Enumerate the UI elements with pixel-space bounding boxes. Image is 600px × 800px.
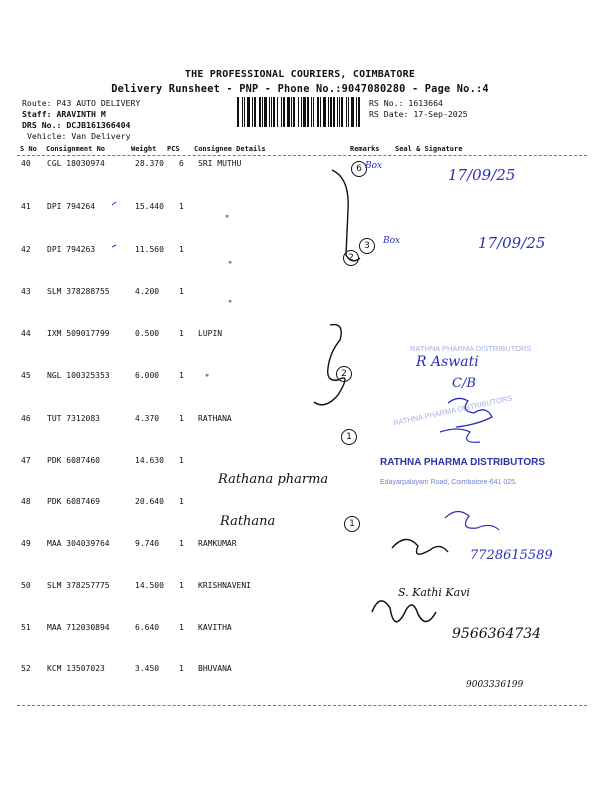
barcode-bar: [348, 97, 349, 127]
row-pcs: 1: [179, 287, 184, 296]
row-weight: 6.000: [135, 371, 160, 380]
circled-number-2: 2: [343, 250, 359, 266]
circled-number-1-b: 1: [344, 516, 360, 532]
staff-label: Staff: ARAVINTH M: [22, 109, 106, 119]
barcode-bar: [351, 97, 354, 127]
row-pcs: 1: [179, 456, 184, 465]
row-consignee: KAVITHA: [198, 623, 232, 632]
row-consignment: DPI 794264: [47, 202, 96, 211]
barcode-bar: [254, 97, 256, 127]
footer-divider: [17, 705, 587, 706]
row-sno: 41: [21, 202, 31, 211]
row-sno: 40: [21, 159, 31, 168]
barcode-bar: [337, 97, 338, 127]
rs-date: RS Date: 17-Sep-2025: [369, 109, 468, 119]
row-pcs: 1: [179, 623, 184, 632]
col-header-seal: Seal & Signature: [395, 145, 463, 153]
row-sno: 47: [21, 456, 31, 465]
barcode-bar: [273, 97, 275, 127]
barcode-bar: [320, 97, 321, 127]
header-divider: [17, 155, 587, 156]
row-consignment: DPI 794263: [47, 245, 96, 254]
table-row: [0, 414, 600, 456]
barcode: [237, 97, 362, 127]
barcode-bar: [264, 97, 267, 127]
barcode-bar: [323, 97, 326, 127]
row-sno: 48: [21, 497, 31, 506]
row-sno: 51: [21, 623, 31, 632]
row-pcs: 6: [179, 159, 184, 168]
barcode-bar: [301, 97, 302, 127]
table-row: [0, 497, 600, 539]
handwritten-box: Box: [383, 236, 401, 246]
row-weight: 28.370: [135, 159, 164, 168]
row-weight: 9.740: [135, 539, 160, 548]
ditto-mark: ": [205, 374, 210, 384]
row-sno: 44: [21, 329, 31, 338]
row-weight: 11.560: [135, 245, 164, 254]
table-row: [0, 371, 600, 413]
handwritten-cb-note: C/B: [452, 376, 476, 391]
handwritten-phone: 7728615589: [470, 548, 553, 563]
row-consignment: CGL 18030974: [47, 159, 105, 168]
barcode-bar: [341, 97, 343, 127]
row-sno: 50: [21, 581, 31, 590]
runsheet-title: Delivery Runsheet - PNP - Phone No.:9047080280 - Page No.:4: [111, 83, 489, 95]
barcode-bar: [346, 97, 347, 127]
row-consignment: PDK 6087460: [47, 456, 100, 465]
handwritten-receiver-name: Rathana pharma: [218, 472, 329, 487]
row-pcs: 1: [179, 245, 184, 254]
row-weight: 20.640: [135, 497, 164, 506]
row-sno: 43: [21, 287, 31, 296]
barcode-bar: [247, 97, 250, 127]
row-weight: 14.630: [135, 456, 164, 465]
row-sno: 45: [21, 371, 31, 380]
col-header-remarks: Remarks: [350, 145, 380, 153]
row-sno: 46: [21, 414, 31, 423]
ditto-mark: ": [228, 300, 233, 310]
handwritten-receiver-name: R Aswati: [416, 354, 479, 370]
barcode-bar: [358, 97, 360, 127]
row-consignment: MAA 304039764: [47, 539, 110, 548]
handwritten-date: 17/09/25: [478, 234, 546, 252]
row-consignment: SLM 378288755: [47, 287, 110, 296]
barcode-bar: [283, 97, 285, 127]
row-sno: 52: [21, 664, 31, 673]
barcode-bar: [313, 97, 314, 127]
row-pcs: 1: [179, 539, 184, 548]
barcode-bar: [244, 97, 245, 127]
row-consignee: LUPIN: [198, 329, 223, 338]
rs-number: RS No.: 1613664: [369, 98, 443, 108]
row-consignment: KCM 13507023: [47, 664, 105, 673]
circled-number-1: 1: [341, 429, 357, 445]
row-consignment: SLM 378257775: [47, 581, 110, 590]
row-consignee: RAMKUMAR: [198, 539, 237, 548]
barcode-bar: [311, 97, 312, 127]
row-weight: 4.370: [135, 414, 160, 423]
row-consignment: MAA 712030894: [47, 623, 110, 632]
row-consignee: BHUVANA: [198, 664, 232, 673]
col-header-consignee: Consignee Details: [194, 145, 266, 153]
barcode-bar: [271, 97, 272, 127]
row-weight: 0.500: [135, 329, 160, 338]
distributor-address-stamp: Edayarpalayam Road, Coimbatore-641 025.: [380, 479, 517, 486]
handwritten-receiver-name: S. Kathi Kavi: [398, 586, 470, 599]
barcode-bar: [303, 97, 306, 127]
barcode-bar: [242, 97, 243, 127]
handwritten-box: Box: [365, 161, 383, 171]
table-row: [0, 287, 600, 329]
col-header-sno: S No: [20, 145, 37, 153]
barcode-bar: [259, 97, 261, 127]
handwritten-receiver-name: Rathana: [220, 514, 276, 529]
handwritten-date: 17/09/25: [448, 166, 516, 184]
circled-number-2-b: 2: [336, 366, 352, 382]
barcode-bar: [339, 97, 340, 127]
barcode-bar: [287, 97, 290, 127]
row-consignee: RATHANA: [198, 414, 232, 423]
col-header-consignment: Consignment No: [46, 145, 106, 153]
row-weight: 4.200: [135, 287, 160, 296]
circled-number-6: 6: [351, 161, 367, 177]
company-name: THE PROFESSIONAL COURIERS, COIMBATORE: [184, 69, 416, 80]
barcode-bar: [291, 97, 292, 127]
barcode-bar: [281, 97, 282, 127]
row-consignment: PDK 6087469: [47, 497, 100, 506]
barcode-bar: [333, 97, 335, 127]
barcode-bar: [328, 97, 329, 127]
barcode-bar: [298, 97, 299, 127]
barcode-bar: [293, 97, 295, 127]
barcode-bar: [269, 97, 270, 127]
col-header-weight: Weight: [131, 145, 157, 153]
row-consignee: KRISHNAVENI: [198, 581, 251, 590]
row-weight: 14.500: [135, 581, 164, 590]
barcode-bar: [237, 97, 239, 127]
row-pcs: 1: [179, 329, 184, 338]
circled-number-3: 3: [359, 238, 375, 254]
row-sno: 49: [21, 539, 31, 548]
col-header-pcs: PCS: [167, 145, 180, 153]
ditto-mark: ": [225, 215, 230, 225]
barcode-bar: [262, 97, 263, 127]
row-sno: 42: [21, 245, 31, 254]
row-pcs: 1: [179, 202, 184, 211]
vehicle-label: Vehicle: Van Delivery: [27, 131, 131, 141]
row-pcs: 1: [179, 581, 184, 590]
barcode-bar: [330, 97, 332, 127]
row-weight: 15.440: [135, 202, 164, 211]
row-consignment: NGL 100325353: [47, 371, 110, 380]
row-pcs: 1: [179, 664, 184, 673]
handwritten-phone: 9566364734: [452, 626, 542, 642]
row-consignment: TUT 7312083: [47, 414, 100, 423]
row-weight: 3.450: [135, 664, 160, 673]
barcode-bar: [277, 97, 278, 127]
barcode-bar: [252, 97, 253, 127]
row-pcs: 1: [179, 371, 184, 380]
row-weight: 6.640: [135, 623, 160, 632]
row-consignment: IXM 509017799: [47, 329, 110, 338]
barcode-bar: [356, 97, 357, 127]
distributor-stamp: RATHNA PHARMA DISTRIBUTORS: [380, 457, 545, 468]
handwritten-phone: 9003336199: [466, 680, 524, 690]
route-label: Route: P43 AUTO DELIVERY: [22, 98, 141, 108]
row-pcs: 1: [179, 497, 184, 506]
drs-number: DRS No.: DCJB161366404: [22, 120, 131, 130]
ditto-mark: ": [228, 261, 233, 271]
faint-stamp-text: RATHNA PHARMA DISTRIBUTORS: [410, 344, 532, 353]
barcode-bar: [307, 97, 309, 127]
table-row: [0, 581, 600, 623]
row-pcs: 1: [179, 414, 184, 423]
row-consignee: SRI MUTHU: [198, 159, 242, 168]
barcode-bar: [317, 97, 319, 127]
faint-stamp-text-2: RATHNA PHARMA DISTRIBUTORS: [392, 393, 514, 428]
